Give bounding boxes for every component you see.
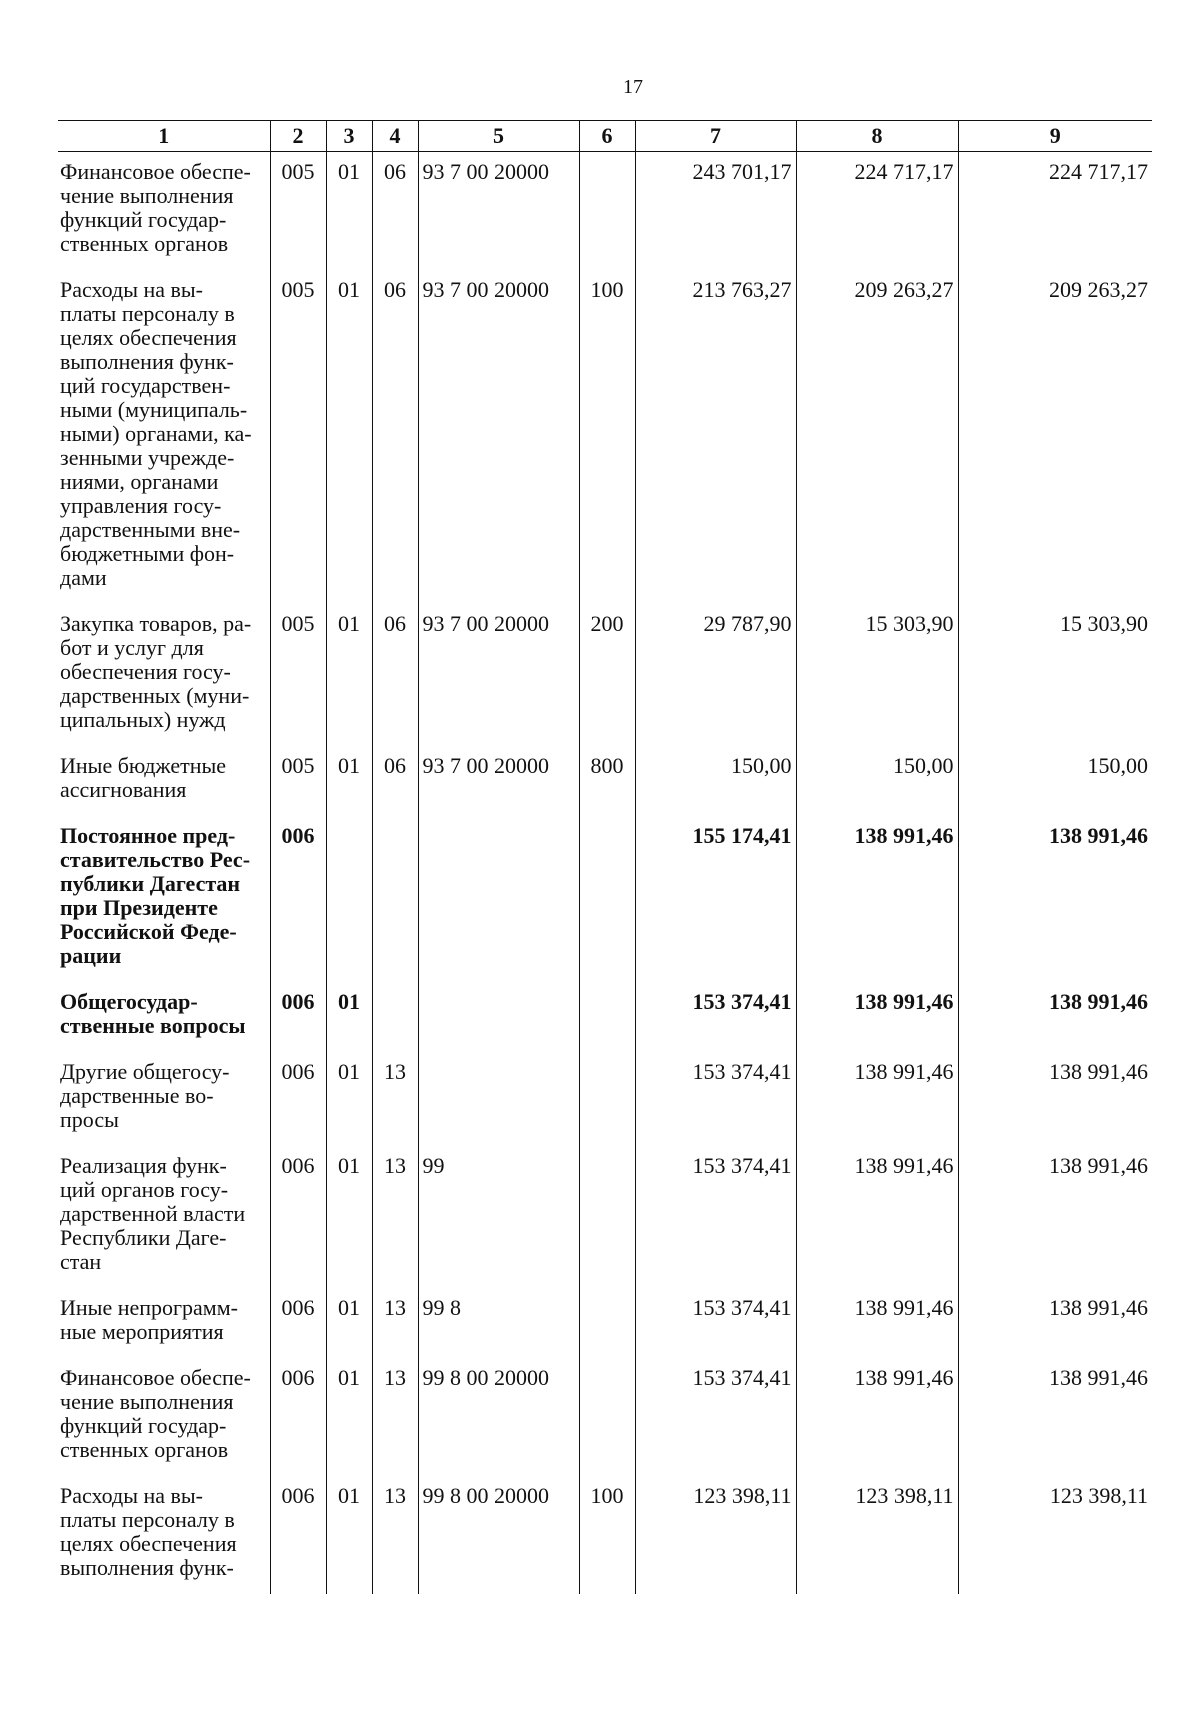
row-name-cell <box>58 746 270 816</box>
row-name-line: стан <box>60 1249 102 1274</box>
code-cell-col4: 06 <box>372 604 418 746</box>
row-name-line: дарственной власти <box>60 1201 246 1226</box>
row-name-line: дарственными вне- <box>60 517 241 542</box>
code-cell-col4: 13 <box>372 1476 418 1594</box>
code-cell-col4 <box>372 816 418 982</box>
amount-cell-col8: 123 398,11 <box>796 1476 958 1594</box>
code-cell-col4: 06 <box>372 152 418 271</box>
column-header-4: 4 <box>372 121 418 152</box>
row-name-line: дами <box>60 565 107 590</box>
amount-cell-col7: 153 374,41 <box>635 1288 796 1358</box>
amount-cell-col7: 153 374,41 <box>635 1146 796 1288</box>
row-name-line: ципальных) нужд <box>60 707 226 732</box>
code-cell-col5: 99 8 00 20000 <box>418 1358 579 1476</box>
code-cell-col5: 93 7 00 20000 <box>418 746 579 816</box>
code-cell-col5: 99 8 <box>418 1288 579 1358</box>
code-cell-col3: 01 <box>326 1146 372 1288</box>
row-name-line: зенными учрежде- <box>60 445 235 470</box>
code-cell-col2: 005 <box>270 152 326 271</box>
amount-cell-col7: 155 174,41 <box>635 816 796 982</box>
amount-cell-col8: 138 991,46 <box>796 1288 958 1358</box>
row-name-line: Другие общегосу- <box>60 1059 230 1084</box>
amount-cell-col9: 138 991,46 <box>958 1146 1152 1288</box>
column-header-8: 8 <box>796 121 958 152</box>
code-cell-col6 <box>579 982 635 1052</box>
table-row <box>58 152 1152 271</box>
row-name-cell <box>58 270 270 604</box>
code-cell-col2: 005 <box>270 604 326 746</box>
amount-cell-col9: 138 991,46 <box>958 1052 1152 1146</box>
row-name-line: ставительство Рес- <box>60 847 251 872</box>
column-header-2: 2 <box>270 121 326 152</box>
amount-cell-col7: 153 374,41 <box>635 1358 796 1476</box>
table-row <box>58 1476 1152 1594</box>
amount-cell-col9: 123 398,11 <box>958 1476 1152 1594</box>
code-cell-col4: 06 <box>372 746 418 816</box>
row-name-line: целях обеспечения <box>60 1531 237 1556</box>
row-name-line: Республики Даге- <box>60 1225 227 1250</box>
row-name-line: выполнения функ- <box>60 349 234 374</box>
column-header-3: 3 <box>326 121 372 152</box>
row-name-line: Закупка товаров, ра- <box>60 611 252 636</box>
row-name-cell <box>58 604 270 746</box>
row-name-line: выполнения функ- <box>60 1555 234 1580</box>
amount-cell-col9: 138 991,46 <box>958 1358 1152 1476</box>
column-header-7: 7 <box>635 121 796 152</box>
code-cell-col3: 01 <box>326 604 372 746</box>
amount-cell-col8: 138 991,46 <box>796 1358 958 1476</box>
table-row <box>58 746 1152 816</box>
amount-cell-col7: 29 787,90 <box>635 604 796 746</box>
code-cell-col6 <box>579 152 635 271</box>
row-name-line: функций государ- <box>60 207 227 232</box>
code-cell-col6 <box>579 1146 635 1288</box>
code-cell-col5 <box>418 816 579 982</box>
amount-cell-col8: 138 991,46 <box>796 816 958 982</box>
code-cell-col5 <box>418 1052 579 1146</box>
page-number: 17 <box>623 76 643 98</box>
row-name-cell <box>58 1476 270 1594</box>
amount-cell-col7: 243 701,17 <box>635 152 796 271</box>
code-cell-col3: 01 <box>326 1052 372 1146</box>
table-row <box>58 982 1152 1052</box>
amount-cell-col7: 123 398,11 <box>635 1476 796 1594</box>
column-header-5: 5 <box>418 121 579 152</box>
code-cell-col3 <box>326 816 372 982</box>
amount-cell-col7: 213 763,27 <box>635 270 796 604</box>
row-name-line: рации <box>60 943 122 968</box>
amount-cell-col9: 138 991,46 <box>958 1288 1152 1358</box>
amount-cell-col8: 15 303,90 <box>796 604 958 746</box>
row-name-line: управления госу- <box>60 493 222 518</box>
row-name-line: целях обеспечения <box>60 325 237 350</box>
code-cell-col2: 006 <box>270 1288 326 1358</box>
code-cell-col6: 100 <box>579 270 635 604</box>
row-name-cell <box>58 982 270 1052</box>
code-cell-col4 <box>372 982 418 1052</box>
row-name-cell <box>58 1358 270 1476</box>
code-cell-col6: 100 <box>579 1476 635 1594</box>
code-cell-col6: 200 <box>579 604 635 746</box>
row-name-line: Общегосудар- <box>60 989 198 1014</box>
row-name-line: бюджетными фон- <box>60 541 235 566</box>
amount-cell-col8: 138 991,46 <box>796 982 958 1052</box>
amount-cell-col7: 150,00 <box>635 746 796 816</box>
row-name-line: ций государствен- <box>60 373 231 398</box>
code-cell-col2: 006 <box>270 816 326 982</box>
table-row <box>58 1052 1152 1146</box>
row-name-line: ниями, органами <box>60 469 219 494</box>
amount-cell-col8: 138 991,46 <box>796 1146 958 1288</box>
code-cell-col3: 01 <box>326 1288 372 1358</box>
table-row <box>58 1146 1152 1288</box>
row-name-line: функций государ- <box>60 1413 227 1438</box>
code-cell-col4: 13 <box>372 1288 418 1358</box>
row-name-line: Финансовое обеспе- <box>60 1365 251 1390</box>
amount-cell-col9: 138 991,46 <box>958 816 1152 982</box>
amount-cell-col9: 209 263,27 <box>958 270 1152 604</box>
row-name-cell <box>58 1146 270 1288</box>
row-name-cell <box>58 152 270 271</box>
row-name-line: ственные вопросы <box>60 1013 246 1038</box>
code-cell-col3: 01 <box>326 270 372 604</box>
row-name-line: дарственных (муни- <box>60 683 250 708</box>
budget-table <box>58 120 1152 1594</box>
amount-cell-col7: 153 374,41 <box>635 982 796 1052</box>
amount-cell-col8: 138 991,46 <box>796 1052 958 1146</box>
row-name-line: Расходы на вы- <box>60 277 204 302</box>
row-name-line: чение выполнения <box>60 183 234 208</box>
table-row <box>58 1288 1152 1358</box>
amount-cell-col8: 209 263,27 <box>796 270 958 604</box>
code-cell-col5: 93 7 00 20000 <box>418 604 579 746</box>
column-header-1: 1 <box>58 121 270 152</box>
code-cell-col5 <box>418 982 579 1052</box>
amount-cell-col7: 153 374,41 <box>635 1052 796 1146</box>
amount-cell-col8: 224 717,17 <box>796 152 958 271</box>
code-cell-col4: 13 <box>372 1052 418 1146</box>
code-cell-col2: 006 <box>270 1476 326 1594</box>
code-cell-col6 <box>579 816 635 982</box>
row-name-line: ственных органов <box>60 1437 229 1462</box>
code-cell-col2: 006 <box>270 1358 326 1476</box>
row-name-line: Реализация функ- <box>60 1153 227 1178</box>
code-cell-col3: 01 <box>326 1476 372 1594</box>
code-cell-col6: 800 <box>579 746 635 816</box>
code-cell-col2: 005 <box>270 746 326 816</box>
code-cell-col5: 99 <box>418 1146 579 1288</box>
table-row <box>58 816 1152 982</box>
amount-cell-col9: 138 991,46 <box>958 982 1152 1052</box>
row-name-line: Иные непрограмм- <box>60 1295 238 1320</box>
code-cell-col6 <box>579 1358 635 1476</box>
row-name-line: Расходы на вы- <box>60 1483 204 1508</box>
code-cell-col3: 01 <box>326 746 372 816</box>
table-row <box>58 604 1152 746</box>
code-cell-col2: 006 <box>270 982 326 1052</box>
table-body <box>58 152 1152 1595</box>
code-cell-col3: 01 <box>326 982 372 1052</box>
row-name-cell <box>58 816 270 982</box>
code-cell-col3: 01 <box>326 1358 372 1476</box>
row-name-line: платы персоналу в <box>60 1507 235 1532</box>
code-cell-col2: 006 <box>270 1146 326 1288</box>
row-name-line: ными (муниципаль- <box>60 397 248 422</box>
row-name-line: Российской Феде- <box>60 919 237 944</box>
column-header-6: 6 <box>579 121 635 152</box>
code-cell-col5: 93 7 00 20000 <box>418 152 579 271</box>
amount-cell-col9: 224 717,17 <box>958 152 1152 271</box>
code-cell-col5: 99 8 00 20000 <box>418 1476 579 1594</box>
code-cell-col4: 13 <box>372 1146 418 1288</box>
code-cell-col2: 005 <box>270 270 326 604</box>
code-cell-col6 <box>579 1288 635 1358</box>
code-cell-col5: 93 7 00 20000 <box>418 270 579 604</box>
amount-cell-col9: 150,00 <box>958 746 1152 816</box>
table-row <box>58 270 1152 604</box>
code-cell-col4: 06 <box>372 270 418 604</box>
code-cell-col2: 006 <box>270 1052 326 1146</box>
row-name-line: ассигнования <box>60 777 187 802</box>
row-name-line: Иные бюджетные <box>60 753 227 778</box>
row-name-cell <box>58 1288 270 1358</box>
header-row <box>58 121 1152 152</box>
row-name-cell <box>58 1052 270 1146</box>
table-row <box>58 1358 1152 1476</box>
code-cell-col6 <box>579 1052 635 1146</box>
amount-cell-col9: 15 303,90 <box>958 604 1152 746</box>
row-name-line: обеспечения госу- <box>60 659 231 684</box>
row-name-line: дарственные во- <box>60 1083 214 1108</box>
code-cell-col4: 13 <box>372 1358 418 1476</box>
code-cell-col3: 01 <box>326 152 372 271</box>
row-name-line: ственных органов <box>60 231 229 256</box>
budget-table-container <box>58 120 1152 1594</box>
row-name-line: ными) органами, ка- <box>60 421 252 446</box>
row-name-line: при Президенте <box>60 895 218 920</box>
row-name-line: ций органов госу- <box>60 1177 229 1202</box>
amount-cell-col8: 150,00 <box>796 746 958 816</box>
row-name-line: ные мероприятия <box>60 1319 224 1344</box>
row-name-line: публики Дагестан <box>60 871 241 896</box>
row-name-line: чение выполнения <box>60 1389 234 1414</box>
row-name-line: Финансовое обеспе- <box>60 159 251 184</box>
row-name-line: платы персоналу в <box>60 301 235 326</box>
row-name-line: просы <box>60 1107 119 1132</box>
row-name-line: бот и услуг для <box>60 635 204 660</box>
column-header-9: 9 <box>958 121 1152 152</box>
row-name-line: Постоянное пред- <box>60 823 236 848</box>
